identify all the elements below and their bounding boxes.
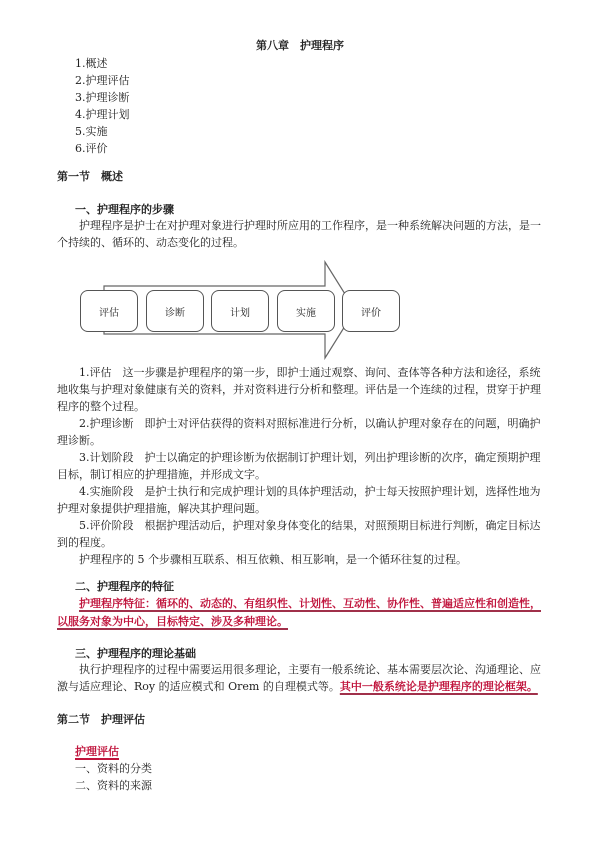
assessment-link[interactable]: 护理评估: [75, 745, 119, 758]
subsection-heading: 一、护理程序的步骤: [75, 203, 174, 216]
toc-item[interactable]: 5.实施: [75, 125, 108, 138]
step-paragraph: 2.护理诊断 即护士对评估获得的资料对照标准进行分析，以确认护理对象存在的问题，明确护理诊断。: [57, 417, 541, 447]
paragraph: [57, 661, 547, 695]
step-paragraph: 4.实施阶段 是护士执行和完成护理计划的具体护理活动，护士每天按照护理计划，选择性地为护理对象提供护理措施，解决其护理问题。: [57, 485, 541, 515]
step-paragraph: 5.评价阶段 根据护理活动后，护理对象身体变化的结果，对照预期目标进行判断，确定目标达到的程度。: [57, 519, 541, 549]
toc-item[interactable]: 1.概述: [75, 57, 108, 70]
paragraph-text: 执行护理程序的过程中需要运用很多理论，主要有一般系统论、基本需要层次论、沟通理论、应激与适应理论、Roy 的适应模式和 Orem 的自理模式等。: [57, 663, 541, 693]
chapter-title: 第八章 护理程序: [256, 39, 344, 52]
toc-item[interactable]: 6.评价: [75, 142, 108, 155]
subsection-heading: 三、护理程序的理论基础: [75, 647, 196, 660]
step-paragraph: 1.评估 这一步骤是护理程序的第一步，即护士通过观察、询问、查体等各种方法和途径，系统地收集与护理对象健康有关的资料，并对资料进行分析和整理。评估是一个连续的过程，贯穿于护理程序的整个过程。: [57, 366, 541, 413]
list-item: 一、资料的分类: [75, 762, 152, 775]
toc-item[interactable]: 2.护理评估: [75, 74, 130, 87]
list-item: 二、资料的来源: [75, 779, 152, 792]
step-box: 诊断: [146, 290, 204, 332]
highlight-paragraph: [57, 595, 547, 631]
toc-item[interactable]: 3.护理诊断: [75, 91, 130, 104]
step-box: 计划: [211, 290, 269, 332]
highlight-text: 护理程序特征：循环的、动态的、有组织性、计划性、互动性、协作性、普遍适应性和创造性，以服务对象为中心，目标特定、涉及多种理论。: [57, 597, 541, 628]
subsection-heading: 二、护理程序的特征: [75, 580, 174, 593]
steps-list: [57, 364, 547, 568]
section-heading: 第一节 概述: [57, 170, 123, 183]
highlight-text: 其中一般系统论是护理程序的理论框架。: [339, 680, 538, 693]
section2-list: [75, 760, 152, 794]
summary-paragraph: 护理程序的 5 个步骤相互联系、相互依赖、相互影响，是一个循环往复的过程。: [79, 553, 467, 566]
toc-item[interactable]: 4.护理计划: [75, 108, 130, 121]
step-box: 评估: [80, 290, 138, 332]
step-paragraph: 3.计划阶段 护士以确定的护理诊断为依据制订护理计划，列出护理诊断的次序，确定预期护理目标，制订相应的护理措施，并形成文字。: [57, 451, 541, 481]
section-heading: 第二节 护理评估: [57, 713, 145, 726]
step-box: 实施: [277, 290, 335, 332]
step-box: 评价: [342, 290, 400, 332]
paragraph: 护理程序是护士在对护理对象进行护理时所应用的工作程序，是一种系统解决问题的方法，是一个持续的、循环的、动态变化的过程。: [57, 219, 541, 249]
